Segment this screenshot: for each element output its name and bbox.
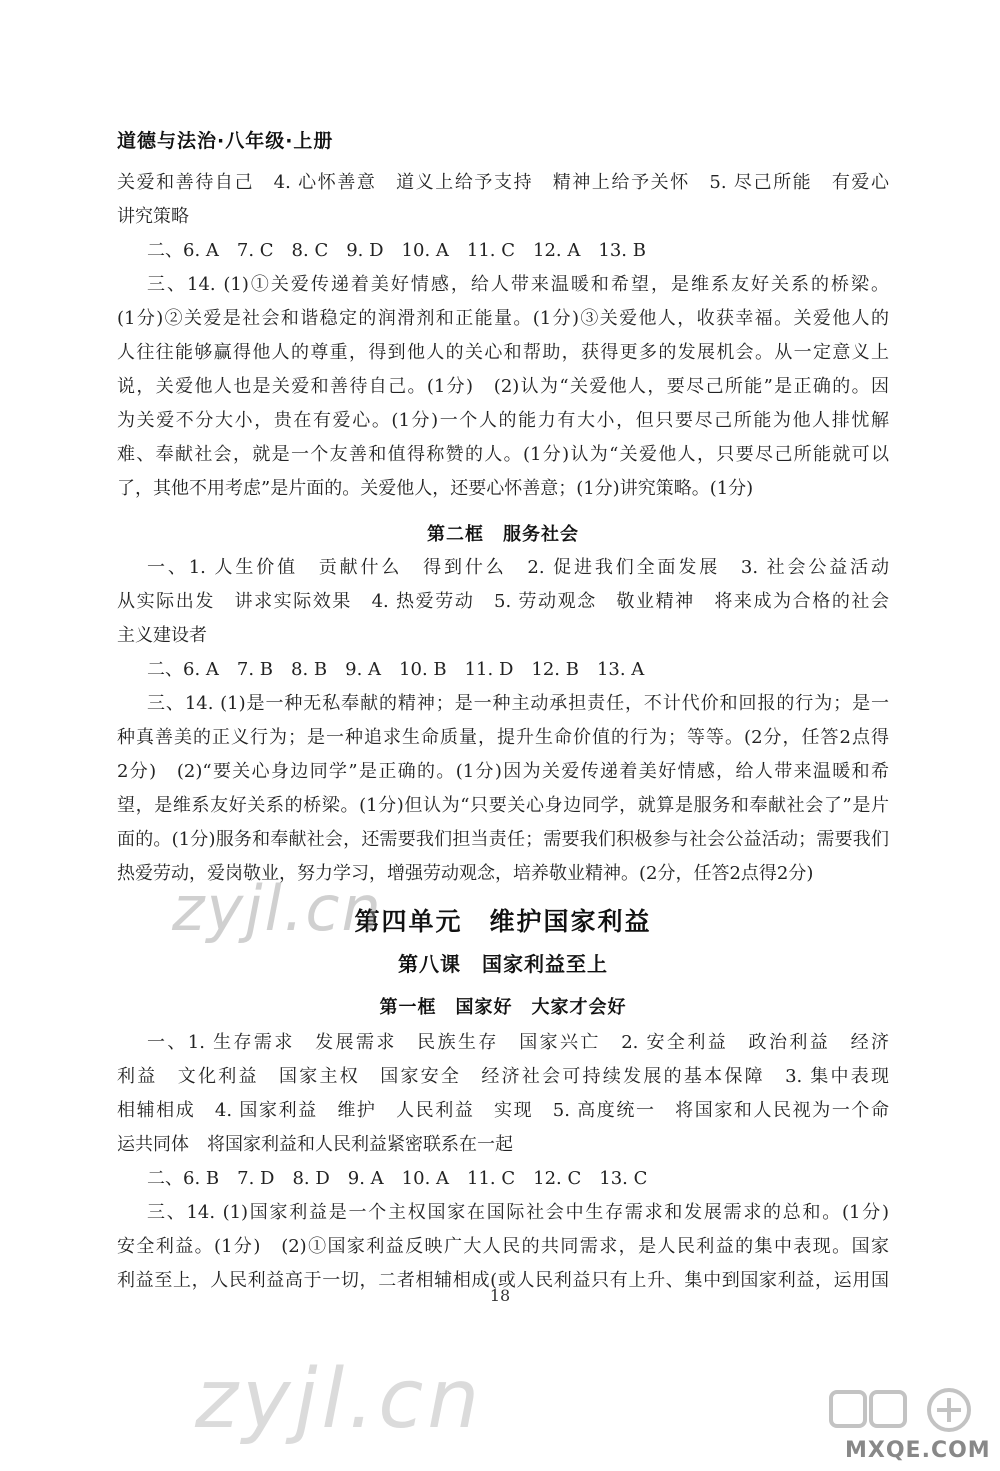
- text-line: 主义建设者: [117, 625, 207, 646]
- text-line: 为关爱不分大小，贵在有爱心。(1分)一个人的能力有大小，但只要尽己所能为他人排忧解: [117, 410, 889, 431]
- text-line: 讲究策略: [117, 206, 189, 227]
- lesson-heading: 第八课 国家利益至上: [398, 952, 608, 976]
- text-line: 热爱劳动，爱岗敬业，努力学习，增强劳动观念，培养敬业精神。(2分，任答2点得2分): [117, 863, 814, 884]
- text-line: 2分) (2)“要关心身边同学”是正确的。(1分)因为关爱传递着美好情感，给人带来温暖和希: [117, 761, 889, 782]
- text-line: 安全利益。(1分) (2)①国家利益反映广大人民的共同需求，是人民利益的集中表现。国家: [117, 1236, 889, 1257]
- text-line: 说，关爱他人也是关爱和善待自己。(1分) (2)认为“关爱他人，要尽己所能”是正确的。因: [117, 376, 889, 397]
- watermark-mid: zyjl.cn: [172, 872, 383, 945]
- unit-heading: 第四单元 维护国家利益: [354, 907, 652, 936]
- text-line: 一、1. 生存需求 发展需求 民族生存 国家兴亡 2. 安全利益 政治利益 经济: [147, 1032, 889, 1053]
- text-line: 难、奉献社会，就是一个友善和值得称赞的人。(1分)认为“关爱他人，只要尽己所能就可以: [117, 444, 889, 465]
- text-line: 二、6. A 7. B 8. B 9. A 10. B 11. D 12. B 13. A: [147, 659, 645, 680]
- text-line: 三、14. (1)①关爱传递着美好情感，给人带来温暖和希望，是维系友好关系的桥梁。: [147, 274, 889, 295]
- text-line: 相辅相成 4. 国家利益 维护 人民利益 实现 5. 高度统一 将国家和人民视为一个命: [117, 1100, 889, 1121]
- answer-block-2: [117, 551, 889, 891]
- text-line: (1分)②关爱是社会和谐稳定的润滑剂和正能量。(1分)③关爱他人，收获幸福。关爱他人的: [117, 308, 889, 329]
- text-line: 一、1. 人生价值 贡献什么 得到什么 2. 促进我们全面发展 3. 社会公益活动: [147, 557, 889, 578]
- running-head: 道德与法治·八年级·上册: [117, 130, 334, 152]
- text-line: 关爱和善待自己 4. 心怀善意 道义上给予支持 精神上给予关怀 5. 尽己所能 有爱心: [117, 172, 889, 193]
- text-line: 人往往能够赢得他人的尊重，得到他人的关心和帮助，获得更多的发展机会。从一定意义上: [117, 342, 889, 363]
- text-line: 从实际出发 讲求实际效果 4. 热爱劳动 5. 劳动观念 敬业精神 将来成为合格的社会: [117, 591, 889, 612]
- text-line: 三、14. (1)是一种无私奉献的精神；是一种主动承担责任，不计代价和回报的行为；是一: [147, 693, 889, 714]
- watermark-bottom: zyjl.cn: [195, 1352, 484, 1447]
- section-heading: 第二框 服务社会: [427, 524, 579, 545]
- text-line: 望，是维系友好关系的桥梁。(1分)但认为“只要关心身边同学，就算是服务和奉献社会了”是片: [117, 795, 889, 816]
- section-heading: 第一框 国家好 大家才会好: [379, 997, 627, 1018]
- text-line: 利益 文化利益 国家主权 国家安全 经济社会可持续发展的基本保障 3. 集中表现: [117, 1066, 889, 1087]
- text-line: 二、6. B 7. D 8. D 9. A 10. A 11. C 12. C 13. C: [147, 1168, 648, 1189]
- page-number: 18: [489, 1286, 511, 1305]
- text-line: 利益至上，人民利益高于一切，二者相辅相成(或人民利益只有上升、集中到国家利益，运用国: [117, 1270, 889, 1291]
- text-line: 面的。(1分)服务和奉献社会，还需要我们担当责任；需要我们积极参与社会公益活动；需要我们: [117, 829, 889, 850]
- text-line: 种真善美的正义行为；是一种追求生命质量，提升生命价值的行为；等等。(2分，任答2点得: [117, 727, 889, 748]
- answer-block-1: [117, 166, 889, 506]
- text-line: 三、14. (1)国家利益是一个主权国家在国际社会中生存需求和发展需求的总和。(1分): [147, 1202, 889, 1223]
- text-line: 运共同体 将国家利益和人民利益紧密联系在一起: [117, 1134, 513, 1155]
- text-line: 了，其他不用考虑”是片面的。关爱他人，还要心怀善意；(1分)讲究策略。(1分): [117, 478, 754, 499]
- text-line: 二、6. A 7. C 8. C 9. D 10. A 11. C 12. A 13. B: [147, 240, 646, 261]
- answer-block-3: [117, 1026, 889, 1298]
- watermark-url: MXQE.COM: [845, 1438, 991, 1463]
